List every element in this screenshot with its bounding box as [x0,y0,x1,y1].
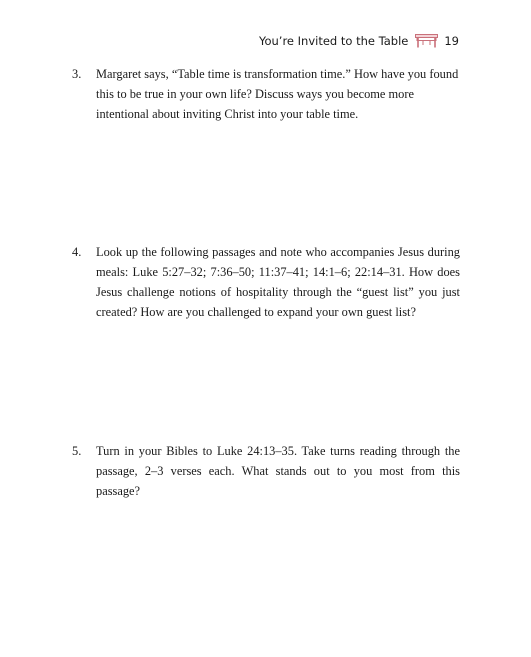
question-number: 5. [72,444,82,458]
question-text: Look up the following passages and note who accompanies Jesus during meals: Luke 5:27–32; 7:36–50; 11:37–41; 14:1–6; 22:14–31. How does Jesus challenge notions of hospitality through the “guest list” you just created? How are you challenged to expand your own guest list? [96,245,460,319]
question-4 [72,242,460,322]
running-header [259,31,459,51]
question-text: Turn in your Bibles to Luke 24:13–35. Take turns reading through the passage, 2–3 verses each. What stands out to you most from this passage? [96,444,460,498]
question-number: 3. [72,67,82,81]
page-number: 19 [444,34,459,48]
question-number: 4. [72,245,82,259]
running-header-title: You’re Invited to the Table [258,34,409,48]
question-text: Margaret says, “Table time is transformation time.” How have you found this to be true in your own life? Discuss ways you become more intentional about inviting Christ into your table time. [96,67,459,121]
question-3 [72,64,460,124]
question-5 [72,441,460,501]
table-icon [415,34,438,48]
